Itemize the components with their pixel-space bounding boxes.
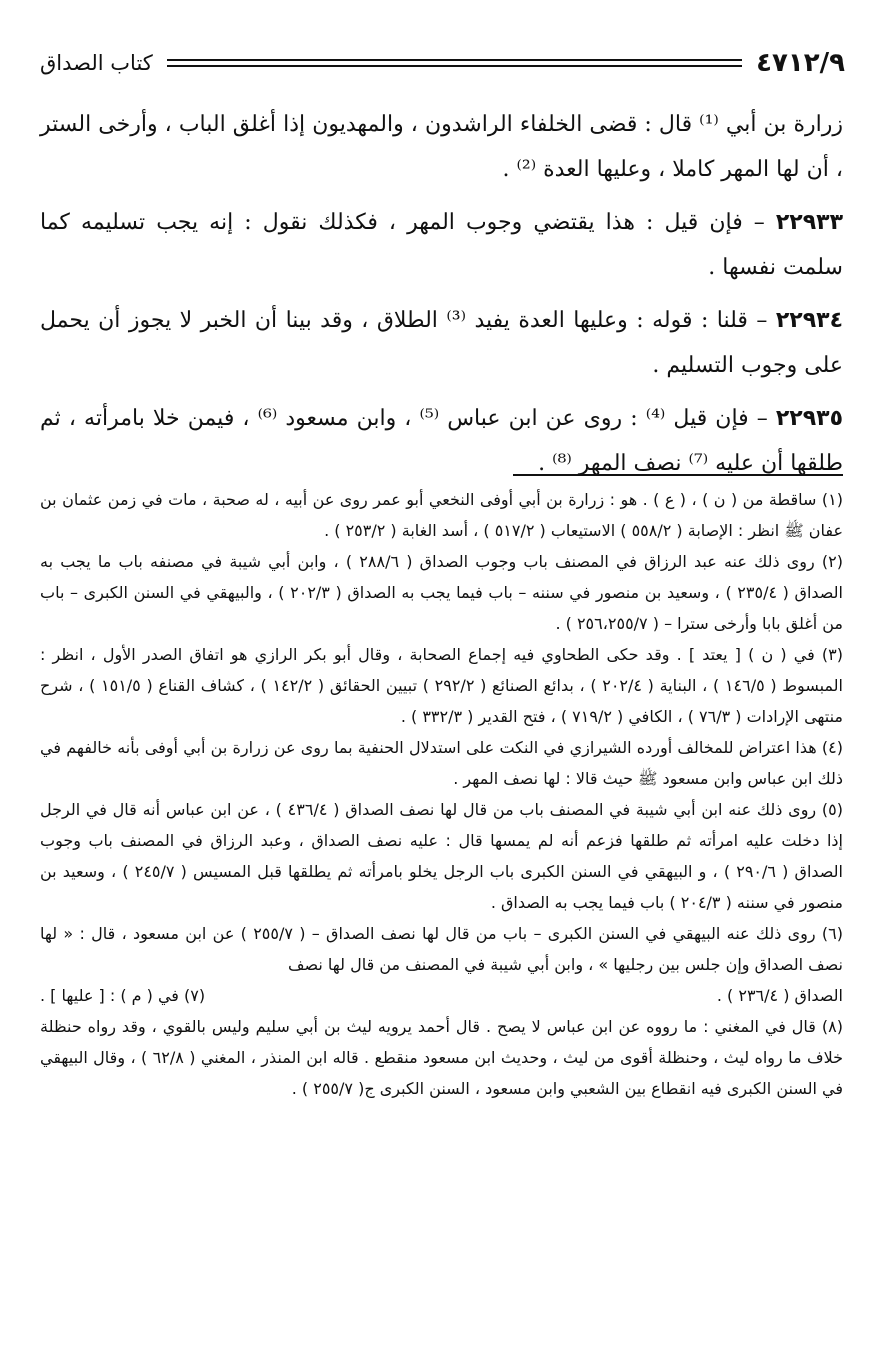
header-rule	[167, 59, 742, 67]
footnote-5: (٥) روى ذلك عنه ابن أبي شيبة في المصنف باب من قال لها نصف الصداق ( ٤٣٦/٤ ) ، عن ابن عباس أنه قال في الرجل إذا دخلت عليه امرأته ثم طلقها فزعم أنه لم يمسها قال : عليه نصف الصداق ، وعبد الرزاق في المصنف باب وجوب الصداق ( ٢٩٠/٦ ) ، و البيهقي في السنن الكبرى باب الرجل يخلو بامرأته ثم يطلقها قبل المسيس ( ٢٤٥/٧ ) ، وسعيد بن منصور في سننه ( ٢٠٤/٣ ) باب فيما يجب به الصداق .	[40, 800, 843, 912]
footnote-6-7-line	[40, 980, 843, 1011]
footnote-4: (٤) هذا اعتراض للمخالف أورده الشيرازي في النكت على استدلال الحنفية بما روى عن زرارة بن أبي أوفى بأنه خالفهم في ذلك ابن عباس وابن مسعود ﷺ حيث قالا : لها نصف المهر .	[40, 738, 843, 788]
paragraph-number: ٢٢٩٣٥	[775, 406, 843, 431]
footnote-6-tail: الصداق ( ٢٣٦/٤ ) .	[716, 986, 843, 1005]
footnote-1: (١) ساقطة من ( ن ) ، ( ع ) . هو : زرارة بن أبي أوفى النخعي أبو عمر روى عن أبيه ، له صحبة ، مات في زمن عثمان بن عفان ﷺ انظر : الإصابة ( ٥٥٨/٢ ) الاستيعاب ( ٥١٧/٢ ) ، أسد الغابة ( ٢٥٣/٢ ) .	[40, 490, 843, 540]
paragraph-continuation: زرارة بن أبي ⁽¹⁾ قال : قضى الخلفاء الراشدون ، والمهديون إذا أغلق الباب ، وأرخى الستر ، أن لها المهر كاملا ، وعليها العدة ⁽²⁾ .	[40, 112, 844, 182]
footnote-6: (٦) روى ذلك عنه البيهقي في السنن الكبرى – باب من قال لها نصف الصداق – ( ٢٥٥/٧ ) عن ابن مسعود ، قال : « لها نصف الصداق وإن جلس بين رجليها » ، وابن أبي شيبة في المصنف من قال لها نصف	[40, 924, 843, 974]
paragraph-text: – فإن قيل : هذا يقتضي وجوب المهر ، فكذلك نقول : إنه يجب تسليمه كما سلمت نفسها .	[40, 210, 843, 280]
running-header	[40, 46, 845, 80]
paragraph-text: – قلنا : قوله : وعليها العدة يفيد ⁽³⁾ الطلاق ، وقد بينا أن الخبر لا يجوز أن يحمل على وجوب التسليم .	[40, 308, 843, 378]
page-number: ٤٧١٢/٩	[756, 48, 845, 78]
paragraph-22935	[40, 396, 843, 486]
paragraph-number: ٢٢٩٣٤	[775, 308, 843, 333]
book-title: كتاب الصداق	[40, 51, 153, 75]
footnote-3: (٣) في ( ن ) [ يعتد ] . وقد حكى الطحاوي فيه إجماع الصحابة ، وقال أبو بكر الرازي هو اتفاق الصدر الأول ، انظر : المبسوط ( ١٤٦/٥ ) ، البناية ( ٢٠٢/٤ ) ، بدائع الصنائع ( ٢٩٢/٢ ) تبيين الحقائق ( ١٤٢/٢ ) ، كشاف القناع ( ١٥١/٥ ) ، شرح منتهى الإرادات ( ٧٦/٣ ) ، الكافي ( ٧١٩/٢ ) ، فتح القدير ( ٣٣٢/٣ ) .	[40, 645, 843, 726]
paragraph-22934	[40, 298, 843, 388]
footnote-7: (٧) في ( م ) : [ عليها ] .	[40, 986, 206, 1005]
paragraph-number: ٢٢٩٣٣	[775, 210, 843, 235]
paragraph-text: – فإن قيل ⁽⁴⁾ : روى عن ابن عباس ⁽⁵⁾ ، وابن مسعود ⁽⁶⁾ ، فيمن خلا بامرأته ، ثم طلقها أن عليه ⁽⁷⁾ نصف المهر ⁽⁸⁾ .	[40, 406, 843, 476]
footnotes	[40, 484, 843, 1104]
footnote-8: (٨) قال في المغني : ما رووه عن ابن عباس لا يصح . قال أحمد يرويه ليث بن أبي سليم وليس بالقوي ، وقد رواه حنظلة خلاف ما رواه ليث ، وحنظلة أقوى من ليث ، وحديث ابن مسعود منقطع . قاله ابن المنذر ، المغني ( ٦٢/٨ ) ، وقال البيهقي في السنن الكبرى فيه انقطاع بين الشعبي وابن مسعود ، السنن الكبرى ج( ٢٥٥/٧ ) .	[40, 1017, 844, 1098]
main-text	[40, 102, 843, 494]
footnote-2: (٢) روى ذلك عنه عبد الرزاق في المصنف باب وجوب الصداق ( ٢٨٨/٦ ) ، وابن أبي شيبة في مصنفه باب ما يجب به الصداق ( ٢٣٥/٤ ) ، وسعيد بن منصور في سننه – باب فيما يجب به الصداق ( ٢٠٢/٣ ) ، والبيهقي في السنن الكبرى – باب من أغلق بابا وأرخى سترا – ( ٢٥٦،٢٥٥/٧ ) .	[40, 552, 844, 633]
paragraph-22933	[40, 200, 843, 290]
footnote-separator	[513, 474, 843, 476]
